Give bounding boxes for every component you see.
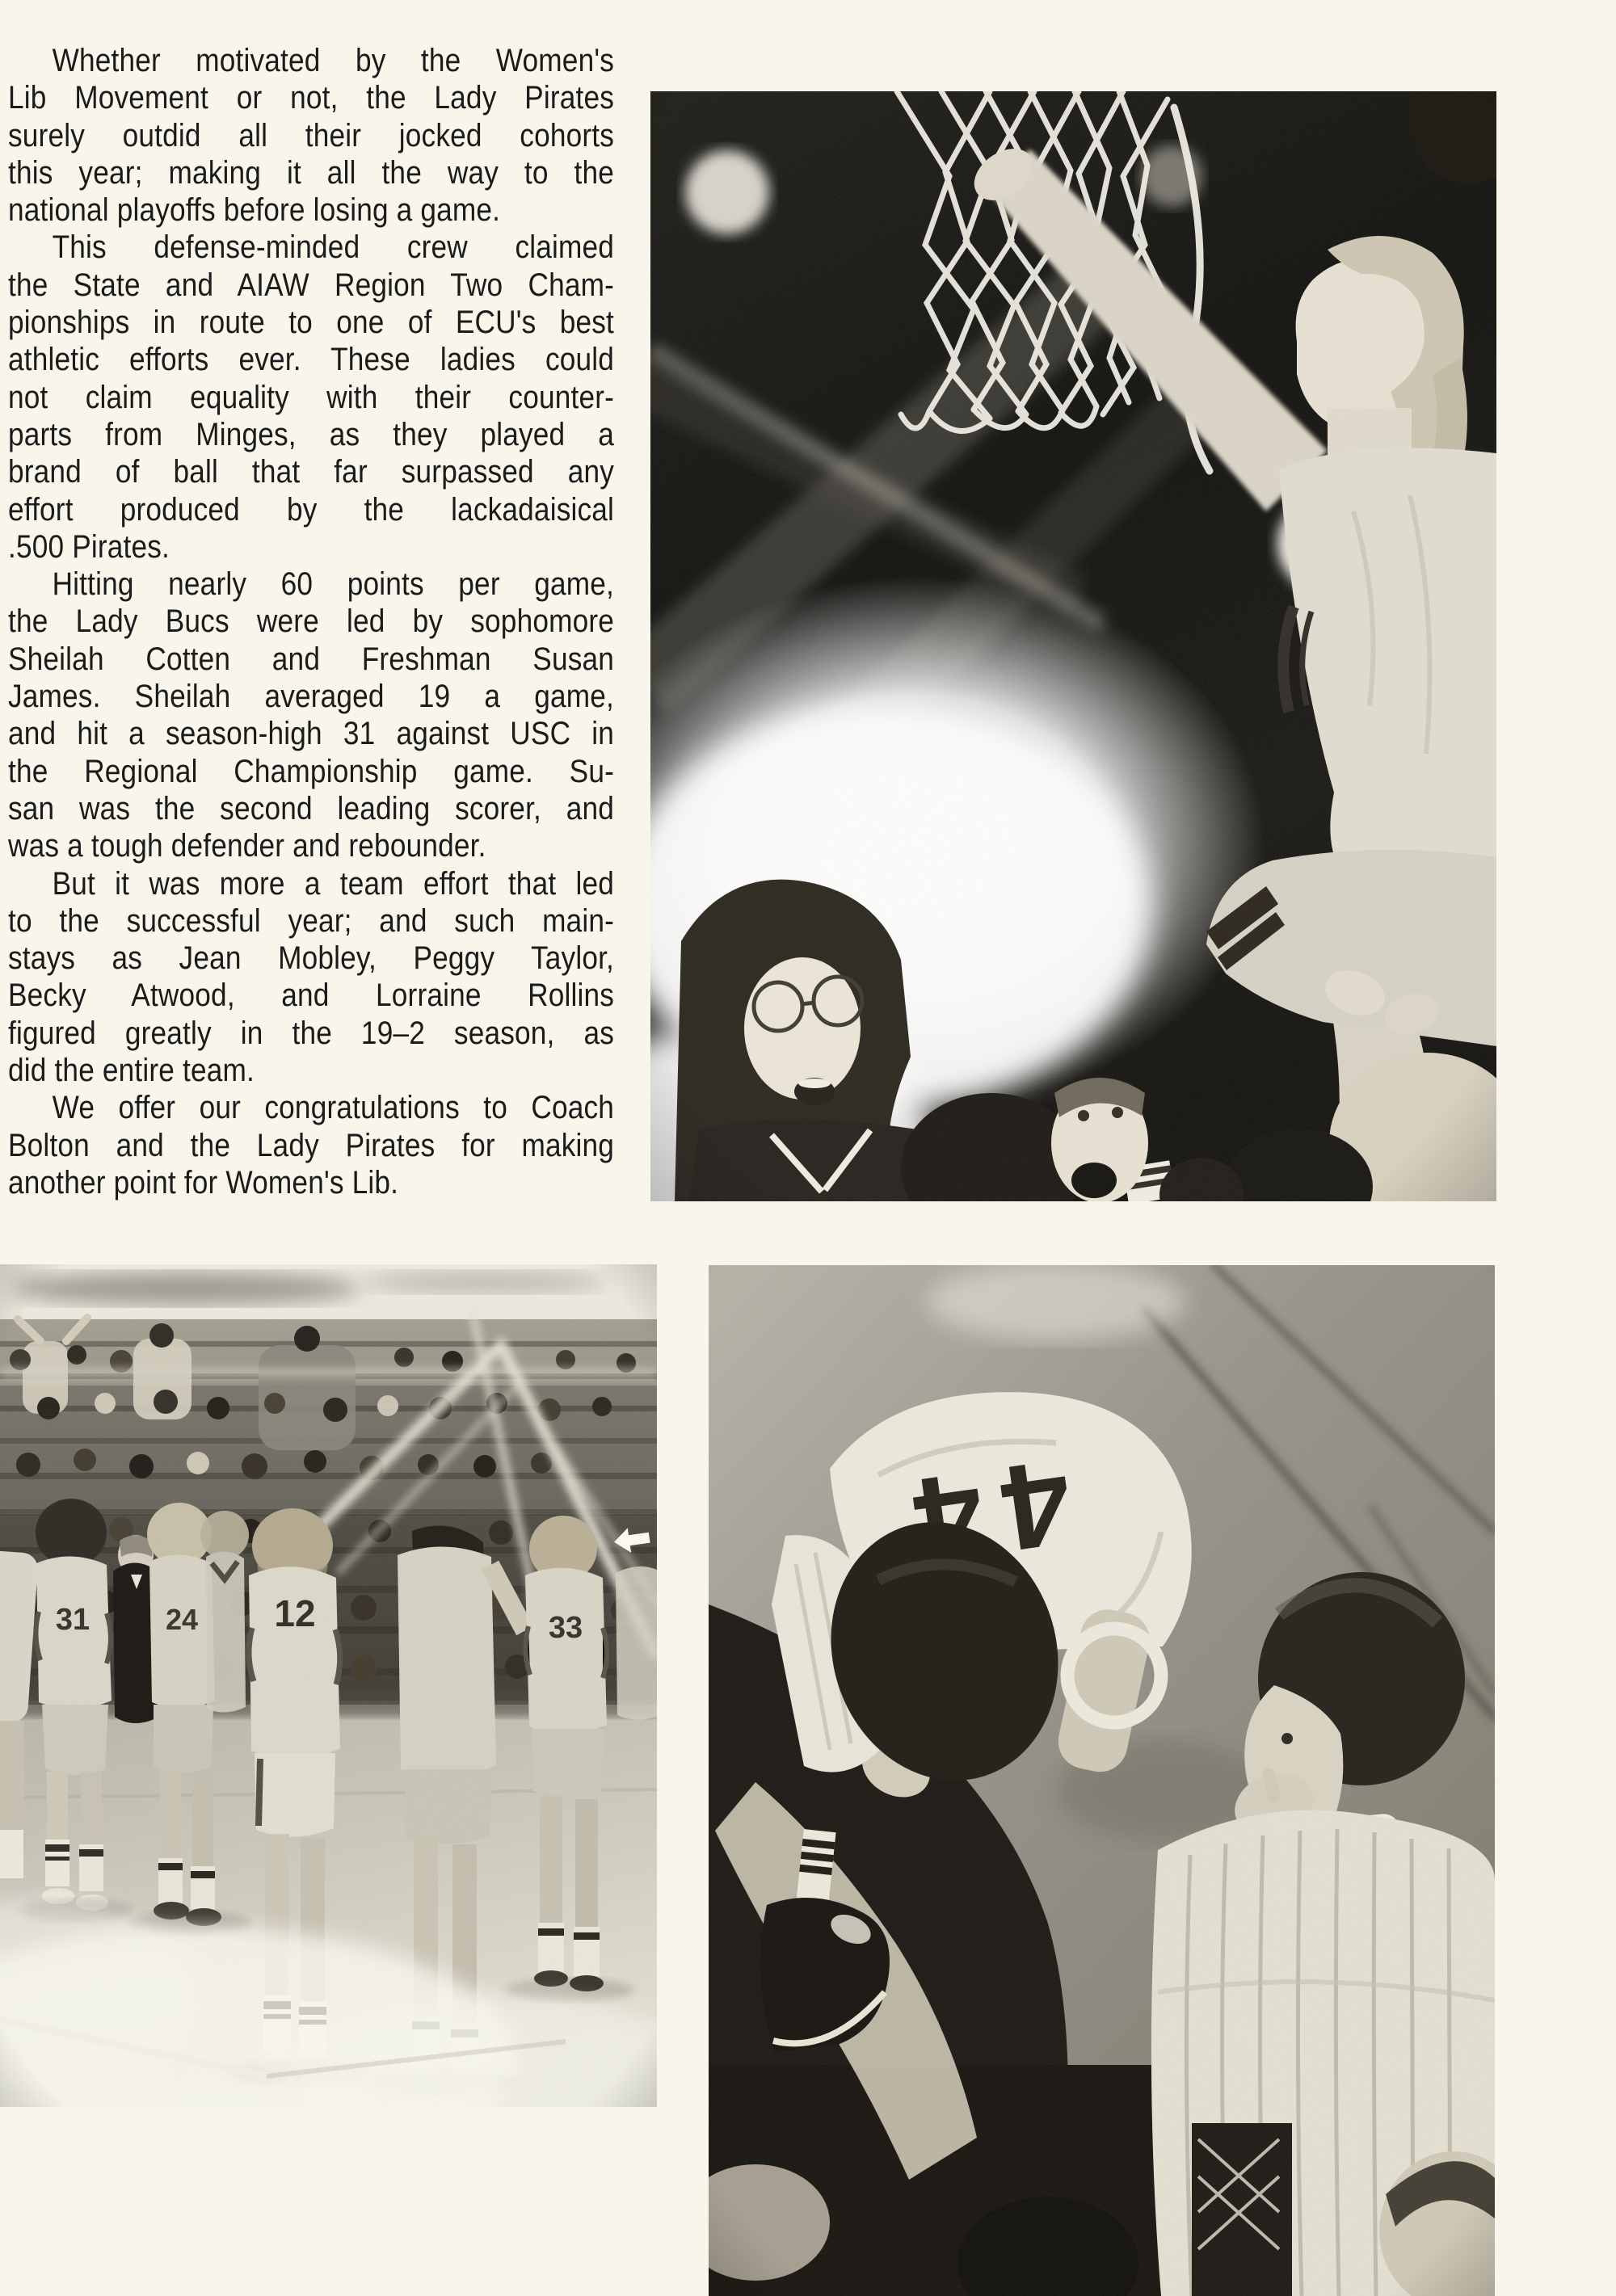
body-text-line: the State and AIAW Region Two Cham- <box>8 267 615 303</box>
body-text-line: this year; making it all the way to the <box>8 154 615 191</box>
article-text <box>8 42 622 1201</box>
body-text-line: surely outdid all their jocked cohorts <box>8 117 615 153</box>
body-text-line: We offer our congratulations to Coach <box>52 1090 615 1126</box>
body-text-line: James. Sheilah averaged 19 a game, <box>8 679 615 715</box>
body-text-line: figured greatly in the 19–2 season, as <box>8 1015 615 1051</box>
body-text-line: not claim equality with their counter- <box>8 379 615 415</box>
body-text-line: Lib Movement or not, the Lady Pirates <box>8 80 615 116</box>
body-text-line: brand of ball that far surpassed any <box>8 454 615 490</box>
body-text-line: effort produced by the lackadaisical <box>8 491 615 528</box>
body-text-line: Hitting nearly 60 points per game, <box>52 566 615 603</box>
body-text-line: parts from Minges, as they played a <box>8 416 615 452</box>
body-text-line: Sheilah Cotten and Freshman Susan <box>8 641 615 677</box>
body-text-line: another point for Women's Lib. <box>8 1164 399 1201</box>
body-text-line: national playoffs before losing a game. <box>8 192 501 229</box>
photo-net-cutting <box>650 91 1496 1201</box>
body-text-line: san was the second leading scorer, and <box>8 790 615 826</box>
body-text-line: the Regional Championship game. Su- <box>8 753 615 789</box>
body-text-line: Becky Atwood, and Lorraine Rollins <box>8 978 615 1014</box>
body-text-line: Bolton and the Lady Pirates for making <box>8 1127 615 1163</box>
body-text-line: and hit a season-high 31 against USC in <box>8 716 615 752</box>
photo-team-walking <box>0 1264 657 2107</box>
body-text-line: This defense-minded crew claimed <box>52 229 615 266</box>
body-text-line: the Lady Bucs were led by sophomore <box>8 603 615 640</box>
body-text-line: .500 Pirates. <box>8 528 170 565</box>
body-text-line: athletic efforts ever. These ladies could <box>8 342 615 378</box>
film-grain <box>0 1264 657 2107</box>
body-text-line: was a tough defender and rebounder. <box>8 828 486 864</box>
body-text-line: Whether motivated by the Women's <box>52 43 615 78</box>
body-text-line: did the entire team. <box>8 1053 255 1089</box>
body-text-line: But it was more a team effort that led <box>52 865 615 902</box>
body-text-line: to the successful year; and such main- <box>8 902 615 939</box>
film-grain <box>709 1265 1495 2296</box>
film-grain <box>650 91 1496 1201</box>
body-text-line: stays as Jean Mobley, Peggy Taylor, <box>8 940 615 977</box>
body-text-line: pionships in route to one of ECU's best <box>8 305 615 341</box>
photo-player-44 <box>709 1265 1495 2296</box>
